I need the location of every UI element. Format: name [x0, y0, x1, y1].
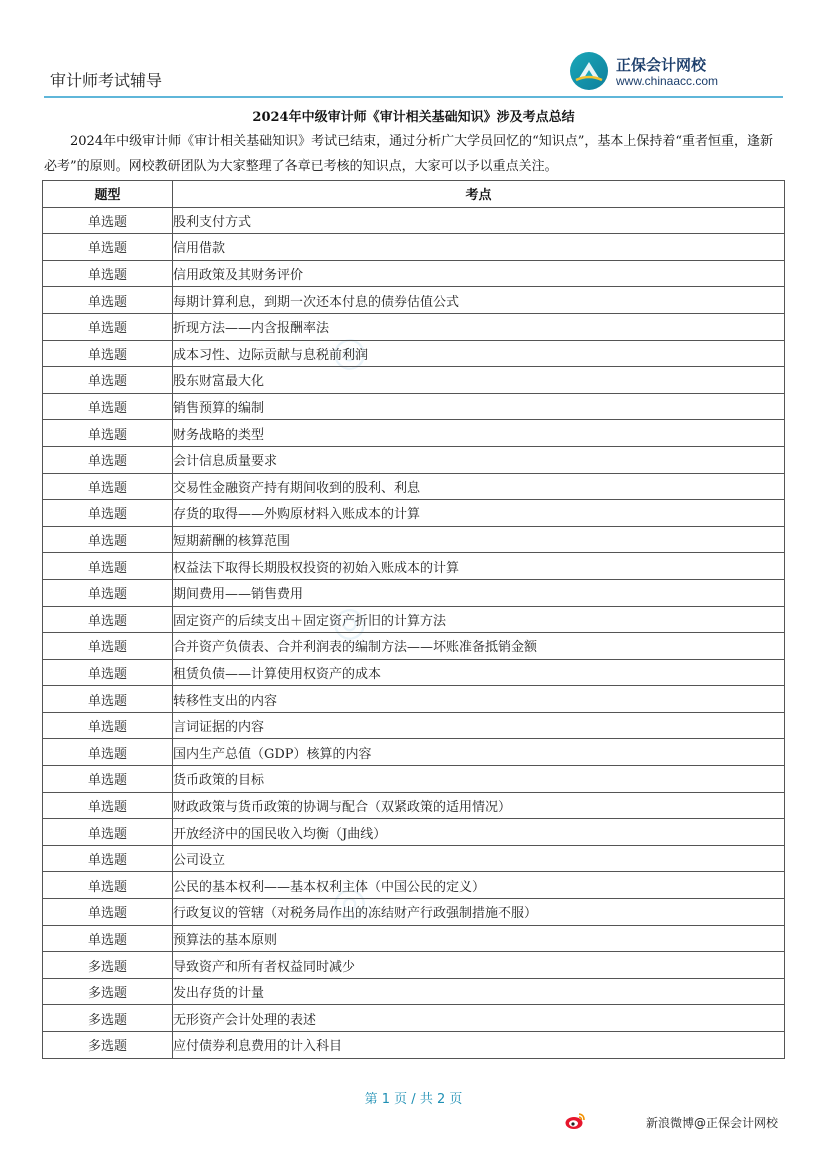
table-row	[43, 473, 785, 500]
table-row	[43, 393, 785, 420]
column-header-point: 考点	[173, 181, 785, 208]
table-row	[43, 207, 785, 234]
table-row	[43, 925, 785, 952]
exam-point-cell: 成本习性、边际贡献与息税前利润	[173, 340, 785, 367]
site-logo	[570, 52, 730, 92]
table-row	[43, 313, 785, 340]
question-type-cell: 单选题	[43, 659, 173, 686]
exam-point-cell: 开放经济中的国民收入均衡（J曲线）	[173, 819, 785, 846]
weibo-account: 新浪微博@正保会计网校	[646, 1116, 779, 1130]
question-type-cell: 单选题	[43, 526, 173, 553]
table-row	[43, 446, 785, 473]
exam-point-cell: 每期计算利息，到期一次还本付息的债券估值公式	[173, 287, 785, 314]
header-divider	[44, 96, 783, 98]
table-row	[43, 766, 785, 793]
exam-point-cell: 无形资产会计处理的表述	[173, 1005, 785, 1032]
question-type-cell: 单选题	[43, 446, 173, 473]
logo-url: www.chinaacc.com	[616, 74, 719, 88]
question-type-cell: 单选题	[43, 686, 173, 713]
table-row	[43, 420, 785, 447]
question-type-cell: 单选题	[43, 473, 173, 500]
table-row	[43, 287, 785, 314]
exam-point-cell: 期间费用——销售费用	[173, 579, 785, 606]
exam-point-cell: 权益法下取得长期股权投资的初始入账成本的计算	[173, 553, 785, 580]
exam-point-cell: 租赁负债——计算使用权资产的成本	[173, 659, 785, 686]
exam-point-cell: 公司设立	[173, 845, 785, 872]
question-type-cell: 单选题	[43, 313, 173, 340]
exam-point-cell: 销售预算的编制	[173, 393, 785, 420]
watermark-logo-icon: ◎	[318, 875, 377, 931]
table-row	[43, 686, 785, 713]
document-title: 2024年中级审计师《审计相关基础知识》涉及考点总结	[252, 110, 575, 125]
column-header-type: 题型	[43, 181, 173, 208]
exam-point-cell: 公民的基本权利——基本权利主体（中国公民的定义）	[173, 872, 785, 899]
table-row	[43, 340, 785, 367]
exam-point-cell: 发出存货的计量	[173, 978, 785, 1005]
exam-point-cell: 存货的取得——外购原材料入账成本的计算	[173, 500, 785, 527]
question-type-cell: 单选题	[43, 606, 173, 633]
table-row	[43, 899, 785, 926]
table-row	[43, 526, 785, 553]
exam-point-cell: 国内生产总值（GDP）核算的内容	[173, 739, 785, 766]
question-type-cell: 单选题	[43, 287, 173, 314]
question-type-cell: 单选题	[43, 899, 173, 926]
exam-point-cell: 货币政策的目标	[173, 766, 785, 793]
table-row	[43, 792, 785, 819]
question-type-cell: 单选题	[43, 579, 173, 606]
exam-point-cell: 固定资产的后续支出＋固定资产折旧的计算方法	[173, 606, 785, 633]
exam-point-cell: 应付债券利息费用的计入科目	[173, 1032, 785, 1059]
question-type-cell: 单选题	[43, 712, 173, 739]
logo-emblem-icon	[570, 52, 608, 90]
question-type-cell: 单选题	[43, 633, 173, 660]
table-row	[43, 952, 785, 979]
exam-point-cell: 合并资产负债表、合并利润表的编制方法——坏账准备抵销金额	[173, 633, 785, 660]
question-type-cell: 单选题	[43, 792, 173, 819]
table-row	[43, 579, 785, 606]
exam-point-cell: 财政政策与货币政策的协调与配合（双紧政策的适用情况）	[173, 792, 785, 819]
table-header-row	[43, 181, 785, 208]
table-row	[43, 1032, 785, 1059]
exam-point-cell: 信用政策及其财务评价	[173, 260, 785, 287]
exam-point-cell: 交易性金融资产持有期间收到的股利、利息	[173, 473, 785, 500]
exam-point-cell: 折现方法——内含报酬率法	[173, 313, 785, 340]
weibo-icon	[564, 1112, 586, 1130]
question-type-cell: 单选题	[43, 340, 173, 367]
exam-point-cell: 信用借款	[173, 234, 785, 261]
question-type-cell: 单选题	[43, 872, 173, 899]
table-row	[43, 1005, 785, 1032]
logo-name: 正保会计网校	[616, 56, 707, 74]
exam-point-cell: 会计信息质量要求	[173, 446, 785, 473]
table-row	[43, 553, 785, 580]
question-type-cell: 单选题	[43, 739, 173, 766]
exam-point-cell: 财务战略的类型	[173, 420, 785, 447]
table-row	[43, 606, 785, 633]
table-row	[43, 819, 785, 846]
question-type-cell: 单选题	[43, 393, 173, 420]
watermark-logo-icon: ◎	[318, 595, 377, 651]
question-type-cell: 多选题	[43, 952, 173, 979]
exam-point-cell: 转移性支出的内容	[173, 686, 785, 713]
question-type-cell: 单选题	[43, 260, 173, 287]
exam-point-cell: 导致资产和所有者权益同时减少	[173, 952, 785, 979]
exam-points-table	[42, 180, 785, 1059]
table-row	[43, 659, 785, 686]
question-type-cell: 单选题	[43, 925, 173, 952]
table-row	[43, 500, 785, 527]
question-type-cell: 多选题	[43, 978, 173, 1005]
table-row	[43, 845, 785, 872]
question-type-cell: 多选题	[43, 1005, 173, 1032]
page-indicator: 第 1 页 / 共 2 页	[364, 1092, 463, 1107]
table-row	[43, 633, 785, 660]
question-type-cell: 单选题	[43, 500, 173, 527]
question-type-cell: 单选题	[43, 766, 173, 793]
question-type-cell: 单选题	[43, 367, 173, 394]
question-type-cell: 多选题	[43, 1032, 173, 1059]
question-type-cell: 单选题	[43, 819, 173, 846]
exam-point-cell: 行政复议的管辖（对税务局作出的冻结财产行政强制措施不服）	[173, 899, 785, 926]
table-row	[43, 872, 785, 899]
exam-point-cell: 股东财富最大化	[173, 367, 785, 394]
header-doc-category: 审计师考试辅导	[50, 71, 163, 90]
question-type-cell: 单选题	[43, 420, 173, 447]
table-row	[43, 234, 785, 261]
table-row	[43, 978, 785, 1005]
exam-point-cell: 言词证据的内容	[173, 712, 785, 739]
exam-point-cell: 股利支付方式	[173, 207, 785, 234]
question-type-cell: 单选题	[43, 234, 173, 261]
table-row	[43, 739, 785, 766]
table-row	[43, 367, 785, 394]
intro-paragraph: 2024年中级审计师《审计相关基础知识》考试已结束，通过分析广大学员回忆的“知识点”，基本上保持着“重者恒重，逢新必考”的原则。网校教研团队为大家整理了各章已考核的知识点，大家可以予以重点关注。	[44, 134, 774, 174]
exam-point-cell: 预算法的基本原则	[173, 925, 785, 952]
question-type-cell: 单选题	[43, 553, 173, 580]
watermark-logo-icon: ◎	[318, 325, 377, 381]
question-type-cell: 单选题	[43, 207, 173, 234]
question-type-cell: 单选题	[43, 845, 173, 872]
table-row	[43, 260, 785, 287]
table-row	[43, 712, 785, 739]
exam-point-cell: 短期薪酬的核算范围	[173, 526, 785, 553]
